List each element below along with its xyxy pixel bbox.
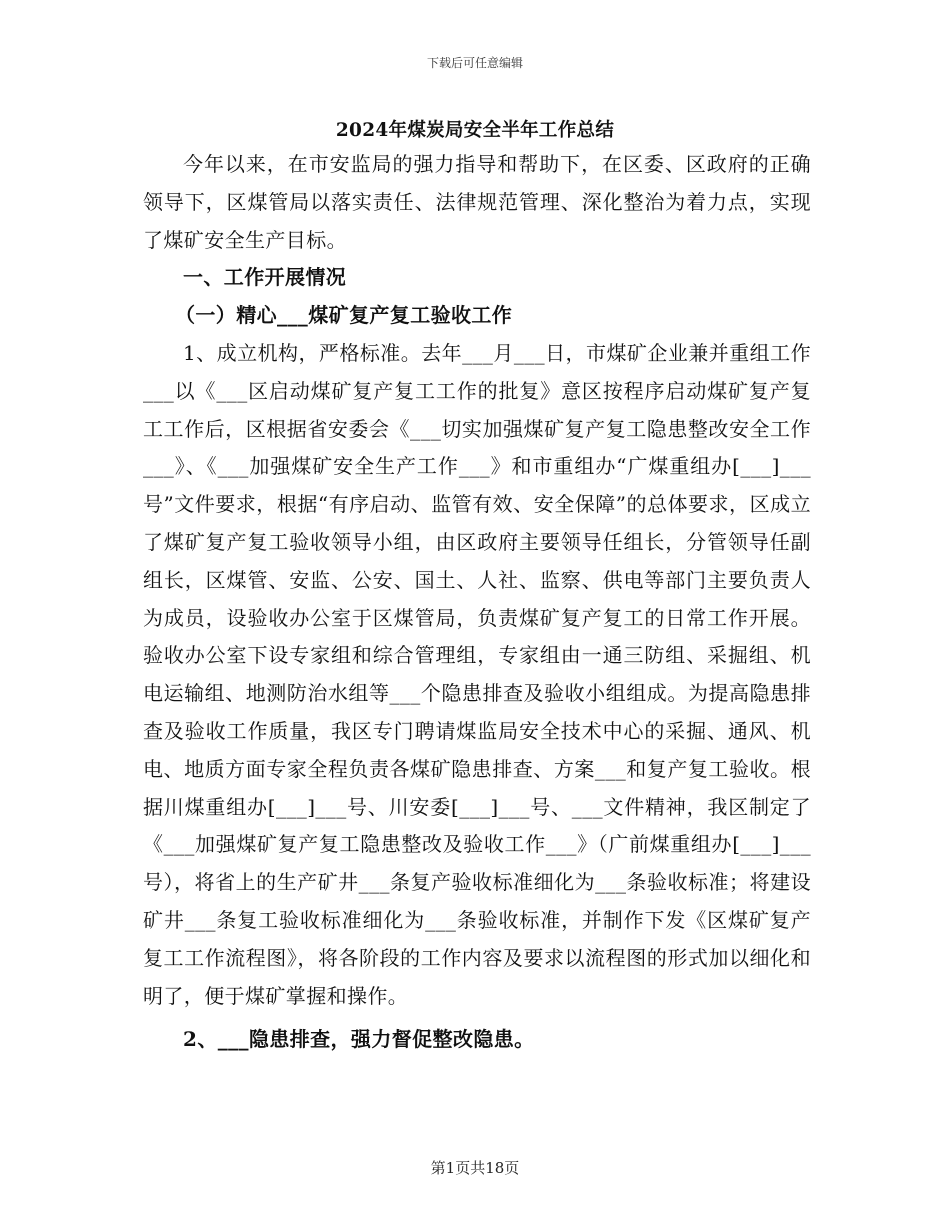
document-body	[143, 146, 811, 1059]
page-header-note: 下载后可任意编辑	[426, 56, 523, 70]
document-title: 2024年煤炭局安全半年工作总结	[335, 120, 615, 141]
section-heading: 一、工作开展情况	[183, 265, 347, 290]
intro-paragraph: 今年以来，在市安监局的强力指导和帮助下，在区委、区政府的正确领导下，区煤管局以落实责任、法律规范管理、深化整治为着力点，实现了煤矿安全生产目标。	[143, 152, 811, 252]
page-number: 第1页共18页	[430, 1159, 520, 1177]
subsection-heading: （一）精心___煤矿复产复工验收工作	[175, 303, 513, 328]
body-paragraph: 1、成立机构，严格标准。去年___月___日，市煤矿企业兼并重组工作___以《___区启动煤矿复产复工工作的批复》意区按程序启动煤矿复产复工工作后，区根据省安委会《___切实加强煤矿复产复工隐患整改安全工作___》、《___加强煤矿安全生产工作___》和市重组办“广煤重组办[___]___号”文件要求，根据“有序启动、监管有效、安全保障”的总体要求，区成立了煤矿复产复工验收领导小组，由区政府主要领导任组长，分管领导任副组长，区煤管、安监、公安、国土、人社、监察、供电等部门主要负责人为成员，设验收办公室于区煤管局，负责煤矿复产复工的日常工作开展。验收办公室下设专家组和综合管理组，专家组由一通三防组、采掘组、机电运输组、地测防治水组等___个隐患排查及验收小组组成。为提高隐患排查及验收工作质量，我区专门聘请煤监局安全技术中心的采掘、通风、机电、地质方面专家全程负责各煤矿隐患排查、方案___和复产复工验收。根据川煤重组办[___]___号、川安委[___]___号、___文件精神，我区制定了《___加强煤矿复产复工隐患整改及验收工作___》（广前煤重组办[___]___号），将省上的生产矿井___条复产验收标准细化为___条验收标准；将建设矿井___条复工验收标准细化为___条验收标准，并制作下发《区煤矿复产复工工作流程图》，将各阶段的工作内容及要求以流程图的形式加以细化和明了，便于煤矿掌握和操作。	[143, 340, 811, 1008]
item-heading: 2、___隐患排查，强力督促整改隐患。	[183, 1027, 535, 1052]
